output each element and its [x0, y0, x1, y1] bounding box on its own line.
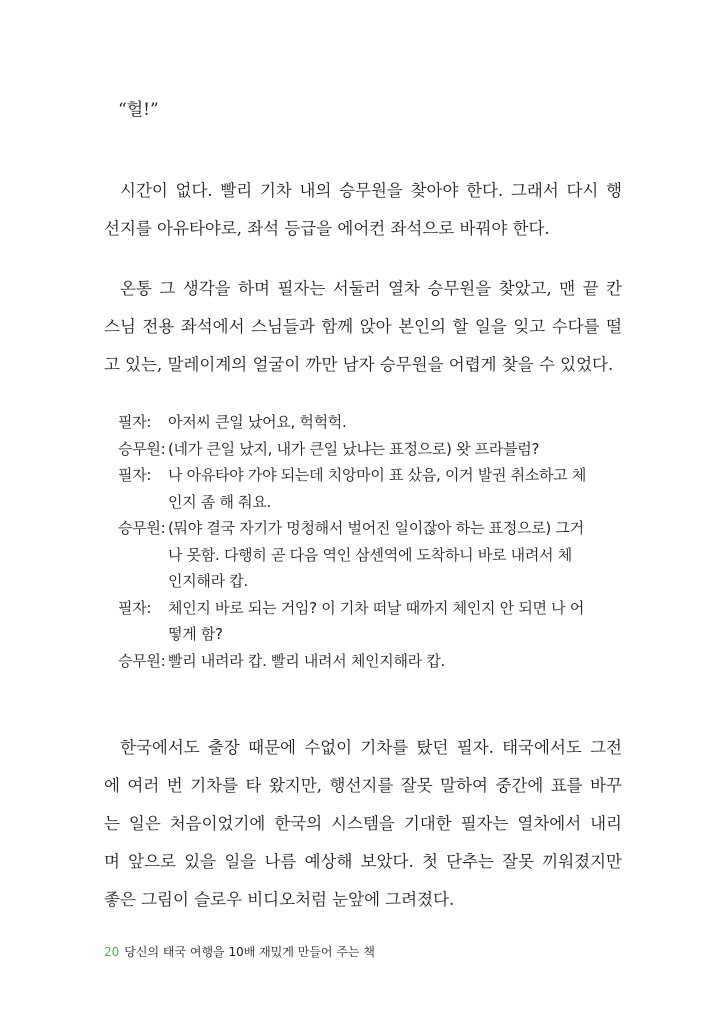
- dialogue-row: [118, 595, 618, 648]
- paragraph-1: [104, 172, 622, 248]
- book-title: 당신의 태국 여행을 10배 재밌게 만들어 주는 책: [124, 945, 375, 959]
- speaker-label: 승무원:: [118, 651, 166, 670]
- dialogue-line: 떻게 함?: [168, 625, 223, 643]
- dialogue-line: 인지해라 캅.: [168, 572, 248, 590]
- dialogue-row: [118, 436, 618, 463]
- dialogue-line: 체인지 바로 되는 거임? 이 기차 떠날 때까지 체인지 안 되면 나 어: [168, 598, 585, 617]
- paragraph-line: 에 여러 번 기차를 타 왔지만, 행선지를 잘못 말하여 중간에 표를 바꾸: [104, 776, 622, 795]
- speaker-label: 승무원:: [118, 519, 166, 537]
- dialogue-block: [118, 409, 618, 674]
- paragraph-line: 는 일은 처음이었기에 한국의 시스템을 기대한 필자는 열차에서 내리: [104, 814, 622, 833]
- paragraph-line: 좋은 그림이 슬로우 비디오처럼 눈앞에 그려졌다.: [104, 890, 455, 909]
- dialogue-row: [118, 648, 618, 675]
- speaker-label: 필자:: [118, 598, 152, 617]
- speaker-label: 승무원:: [118, 439, 166, 458]
- paragraph-line: 선지를 아유타야로, 좌석 등급을 에어컨 좌석으로 바꿔야 한다.: [104, 219, 550, 238]
- dialogue-line: 나 못함. 다행히 곧 다음 역인 삼센역에 도착하니 바로 내려서 체: [168, 545, 572, 564]
- page-footer: [104, 944, 375, 960]
- speaker-label: 필자:: [118, 466, 152, 484]
- paragraph-line: 스님 전용 좌석에서 스님들과 함께 앉아 본인의 할 일을 잊고 수다를 떨: [104, 317, 622, 336]
- dialogue-line: (네가 큰일 났지, 내가 큰일 났냐는 표정으로) 왓 프라블럼?: [168, 439, 540, 458]
- dialogue-line: 빨리 내려라 캅. 빨리 내려서 체인지해라 캅.: [168, 651, 445, 670]
- speaker-label: 필자:: [118, 413, 152, 431]
- paragraph-3: [104, 729, 622, 919]
- paragraph-line: 고 있는, 말레이계의 얼굴이 까만 남자 승무원을 어렵게 찾을 수 있었다.: [104, 355, 614, 374]
- dialogue-line: 나 아유타야 가야 되는데 치앙마이 표 샀음, 이거 발권 취소하고 체: [168, 466, 587, 484]
- paragraph-line: 온통 그 생각을 하며 필자는 서둘러 열차 승무원을 찾았고, 맨 끝 칸: [120, 279, 622, 298]
- dialogue-row: [118, 409, 618, 436]
- dialogue-line: (뭐야 결국 자기가 멍청해서 벌어진 일이잖아 하는 표정으로) 그거: [168, 519, 584, 537]
- dialogue-line: 아저씨 큰일 났어요, 헉헉헉.: [168, 413, 347, 431]
- paragraph-line: 시간이 없다. 빨리 기차 내의 승무원을 찾아야 한다. 그래서 다시 행: [120, 181, 622, 200]
- paragraph-line: 며 앞으로 있을 일을 나름 예상해 보았다. 첫 단추는 잘못 끼워졌지만: [104, 852, 622, 871]
- dialogue-row: [118, 462, 618, 515]
- dialogue-row: [118, 515, 618, 595]
- page-number: 20: [104, 945, 120, 959]
- exclamation-line: “헐!”: [118, 100, 159, 120]
- dialogue-line: 인지 좀 해 줘요.: [168, 492, 272, 511]
- paragraph-2: [104, 270, 622, 384]
- paragraph-line: 한국에서도 출장 때문에 수없이 기차를 탔던 필자. 태국에서도 그전: [120, 738, 622, 757]
